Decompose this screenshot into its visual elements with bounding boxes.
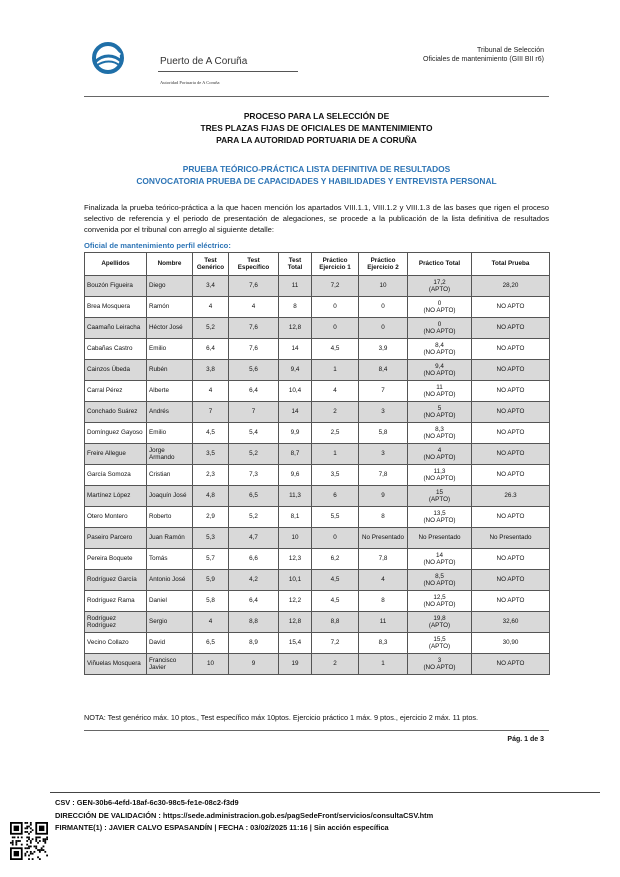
- table-cell: 8,9: [229, 633, 279, 654]
- table-row: [85, 402, 550, 423]
- footer-rule: [84, 730, 549, 731]
- table-cell: 7,3: [229, 465, 279, 486]
- table-cell: Martínez López: [85, 486, 147, 507]
- table-cell: 1: [359, 654, 408, 675]
- table-cell: Caamaño Leiracha: [85, 318, 147, 339]
- table-cell: 7,8: [359, 549, 408, 570]
- table-cell: 4,7: [229, 528, 279, 549]
- table-cell: 4,8: [193, 486, 229, 507]
- table-cell: 6,4: [229, 381, 279, 402]
- csv-code: CSV : GEN-30b6-4efd-18af-6c30-98c5-fe1e-08c2-f3d9: [55, 798, 239, 807]
- table-row: [85, 654, 550, 675]
- table-cell: 5,2: [229, 507, 279, 528]
- table-cell: 9,6: [279, 465, 312, 486]
- table-cell: 5,7: [193, 549, 229, 570]
- table-cell: 4,2: [229, 570, 279, 591]
- table-cell: Roberto: [147, 507, 193, 528]
- table-row: [85, 465, 550, 486]
- column-header: Apellidos: [85, 253, 147, 276]
- table-cell: 10,4: [279, 381, 312, 402]
- table-cell: 9,4 (NO APTO): [408, 360, 472, 381]
- table-cell: 8,1: [279, 507, 312, 528]
- table-cell: 8,8: [312, 612, 359, 633]
- table-cell: 4: [312, 381, 359, 402]
- table-cell: Rubén: [147, 360, 193, 381]
- table-cell: 12,8: [279, 612, 312, 633]
- table-cell: Joaquín José: [147, 486, 193, 507]
- title-line-3: PARA LA AUTORIDAD PORTUARIA DE A CORUÑA: [216, 135, 417, 145]
- table-cell: Brea Mosquera: [85, 297, 147, 318]
- table-cell: 4: [193, 381, 229, 402]
- table-cell: 4,5: [312, 339, 359, 360]
- table-cell: Freire Allegue: [85, 444, 147, 465]
- table-row: [85, 444, 550, 465]
- table-cell: 12,3: [279, 549, 312, 570]
- intro-paragraph: Finalizada la prueba teórico-práctica a la que hacen mención los apartados VIII.1.1, VIII.1.2 y VIII.1.3 de las bases que rigen el proceso selectivo de referencia y el periodo de presentación de alegaciones, se procede a la publicación de la lista definitiva de resultados convenida por el tribunal con arreglo al siguiente detalle:: [84, 203, 549, 234]
- table-cell: No Presentado: [472, 528, 550, 549]
- table-cell: Daniel: [147, 591, 193, 612]
- table-row: [85, 423, 550, 444]
- table-cell: 3,8: [193, 360, 229, 381]
- table-cell: 12,8: [279, 318, 312, 339]
- table-cell: 0: [359, 297, 408, 318]
- table-cell: Conchado Suárez: [85, 402, 147, 423]
- org-name: Puerto de A Coruña: [160, 56, 248, 67]
- table-cell: 8,5 (NO APTO): [408, 570, 472, 591]
- table-cell: 15 (APTO): [408, 486, 472, 507]
- signer-line: FIRMANTE(1) : JAVIER CALVO ESPASANDÍN | FECHA : 03/02/2025 11:16 | Sin acción específica: [55, 823, 389, 832]
- tribunal-line-2: Oficiales de mantenimiento (GIII BII r6): [423, 56, 544, 63]
- table-cell: 10,1: [279, 570, 312, 591]
- table-cell: Otero Montero: [85, 507, 147, 528]
- table-body: [85, 276, 550, 675]
- csv-block: [55, 797, 433, 835]
- table-row: [85, 339, 550, 360]
- table-cell: 3 (NO APTO): [408, 654, 472, 675]
- table-cell: Cainzos Úbeda: [85, 360, 147, 381]
- table-cell: NO APTO: [472, 318, 550, 339]
- table-cell: 0: [312, 528, 359, 549]
- table-cell: 30,90: [472, 633, 550, 654]
- table-cell: No Presentado: [408, 528, 472, 549]
- table-cell: 2,3: [193, 465, 229, 486]
- table-cell: 7,6: [229, 276, 279, 297]
- table-cell: Bouzón Figueira: [85, 276, 147, 297]
- results-table: [84, 252, 550, 675]
- table-cell: 19: [279, 654, 312, 675]
- table-cell: 5,2: [229, 444, 279, 465]
- table-cell: 3: [359, 402, 408, 423]
- table-cell: Vecino Collazo: [85, 633, 147, 654]
- table-cell: Jorge Armando: [147, 444, 193, 465]
- table-cell: 8,7: [279, 444, 312, 465]
- column-header: Práctico Total: [408, 253, 472, 276]
- table-row: [85, 507, 550, 528]
- table-cell: Andrés: [147, 402, 193, 423]
- table-cell: Viñuelas Mosquera: [85, 654, 147, 675]
- table-cell: 5 (NO APTO): [408, 402, 472, 423]
- table-cell: 6,2: [312, 549, 359, 570]
- table-cell: Diego: [147, 276, 193, 297]
- table-cell: Antonio José: [147, 570, 193, 591]
- table-cell: Carral Pérez: [85, 381, 147, 402]
- table-cell: 2: [312, 402, 359, 423]
- table-cell: 28,20: [472, 276, 550, 297]
- table-cell: 7,6: [229, 318, 279, 339]
- subtitle-line-2: CONVOCATORIA PRUEBA DE CAPACIDADES Y HABILIDADES Y ENTREVISTA PERSONAL: [136, 176, 497, 186]
- table-cell: 5,9: [193, 570, 229, 591]
- table-cell: 1: [312, 360, 359, 381]
- table-cell: NO APTO: [472, 654, 550, 675]
- table-cell: 6: [312, 486, 359, 507]
- table-cell: 32,60: [472, 612, 550, 633]
- table-cell: 4: [359, 570, 408, 591]
- header-rule: [84, 96, 549, 97]
- table-cell: NO APTO: [472, 570, 550, 591]
- qr-code-icon: [10, 822, 48, 860]
- table-cell: 11: [359, 612, 408, 633]
- table-cell: 5,8: [193, 591, 229, 612]
- table-cell: 2,9: [193, 507, 229, 528]
- table-cell: 3: [359, 444, 408, 465]
- table-cell: 8,4: [359, 360, 408, 381]
- table-row: [85, 486, 550, 507]
- table-cell: 9,4: [279, 360, 312, 381]
- table-cell: 0: [312, 318, 359, 339]
- tribunal-line-1: Tribunal de Selección: [476, 47, 544, 54]
- table-cell: 7: [229, 402, 279, 423]
- table-cell: NO APTO: [472, 402, 550, 423]
- scoring-note: NOTA: Test genérico máx. 10 ptos., Test específico máx 10ptos. Ejercicio práctico 1 máx. 9 ptos., ejercicio 2 máx. 11 ptos.: [84, 713, 479, 722]
- title-line-1: PROCESO PARA LA SELECCIÓN DE: [243, 111, 390, 121]
- table-cell: 14: [279, 402, 312, 423]
- table-cell: NO APTO: [472, 381, 550, 402]
- table-cell: NO APTO: [472, 444, 550, 465]
- table-cell: García Somoza: [85, 465, 147, 486]
- table-cell: 10: [359, 276, 408, 297]
- table-cell: 6,5: [193, 633, 229, 654]
- table-cell: 1: [312, 444, 359, 465]
- table-cell: 7,2: [312, 633, 359, 654]
- table-row: [85, 633, 550, 654]
- table-cell: 8,8: [229, 612, 279, 633]
- table-cell: NO APTO: [472, 591, 550, 612]
- table-cell: 15,4: [279, 633, 312, 654]
- column-header: Práctico Ejercicio 1: [312, 253, 359, 276]
- table-cell: 8,4 (NO APTO): [408, 339, 472, 360]
- table-cell: 4,5: [312, 591, 359, 612]
- table-row: [85, 528, 550, 549]
- table-cell: 19,8 (APTO): [408, 612, 472, 633]
- table-cell: 7,6: [229, 339, 279, 360]
- table-row: [85, 570, 550, 591]
- table-cell: 12,5 (NO APTO): [408, 591, 472, 612]
- table-cell: Emilio: [147, 339, 193, 360]
- table-cell: 26.3: [472, 486, 550, 507]
- table-cell: 3,9: [359, 339, 408, 360]
- table-cell: NO APTO: [472, 297, 550, 318]
- table-cell: Juan Ramón: [147, 528, 193, 549]
- table-cell: 15,5 (APTO): [408, 633, 472, 654]
- table-cell: Emilio: [147, 423, 193, 444]
- table-cell: Tomás: [147, 549, 193, 570]
- column-header: Nombre: [147, 253, 193, 276]
- table-cell: Domínguez Gayoso: [85, 423, 147, 444]
- table-cell: 9,9: [279, 423, 312, 444]
- table-cell: NO APTO: [472, 423, 550, 444]
- table-cell: Ramón: [147, 297, 193, 318]
- table-cell: David: [147, 633, 193, 654]
- table-row: [85, 549, 550, 570]
- table-row: [85, 297, 550, 318]
- table-cell: 11 (NO APTO): [408, 381, 472, 402]
- table-cell: 11,3: [279, 486, 312, 507]
- table-cell: 11,3 (NO APTO): [408, 465, 472, 486]
- table-cell: No Presentado: [359, 528, 408, 549]
- table-cell: 9: [359, 486, 408, 507]
- table-cell: 14: [279, 339, 312, 360]
- table-cell: Paseiro Parcero: [85, 528, 147, 549]
- table-cell: 8,3: [359, 633, 408, 654]
- table-cell: 6,6: [229, 549, 279, 570]
- table-cell: 10: [279, 528, 312, 549]
- table-cell: Rodríguez Rodríguez: [85, 612, 147, 633]
- table-cell: NO APTO: [472, 339, 550, 360]
- table-cell: 0 (NO APTO): [408, 318, 472, 339]
- table-cell: Francisco Javier: [147, 654, 193, 675]
- table-cell: 5,6: [229, 360, 279, 381]
- table-cell: Héctor José: [147, 318, 193, 339]
- table-cell: 11: [279, 276, 312, 297]
- section-title: Oficial de mantenimiento perfil eléctrico:: [84, 241, 231, 250]
- table-cell: 14 (NO APTO): [408, 549, 472, 570]
- table-cell: 4,5: [193, 423, 229, 444]
- port-logo-icon: [90, 42, 152, 82]
- table-cell: 6,5: [229, 486, 279, 507]
- table-cell: 5,4: [229, 423, 279, 444]
- column-header: Práctico Ejercicio 2: [359, 253, 408, 276]
- table-cell: 4: [229, 297, 279, 318]
- table-cell: 8,3 (NO APTO): [408, 423, 472, 444]
- table-cell: 7: [193, 402, 229, 423]
- table-cell: Cabañas Castro: [85, 339, 147, 360]
- table-cell: 8: [359, 507, 408, 528]
- table-row: [85, 276, 550, 297]
- subtitle-line-1: PRUEBA TEÓRICO-PRÁCTICA LISTA DEFINITIVA DE RESULTADOS: [182, 164, 451, 174]
- table-cell: 5,5: [312, 507, 359, 528]
- table-cell: 7,8: [359, 465, 408, 486]
- tribunal-header: [423, 46, 544, 64]
- table-cell: 13,5 (NO APTO): [408, 507, 472, 528]
- document-subtitle: [84, 163, 549, 187]
- table-header-row: [85, 253, 550, 276]
- table-cell: 6,4: [193, 339, 229, 360]
- table-cell: 4: [193, 297, 229, 318]
- page-number: Pág. 1 de 3: [507, 736, 544, 743]
- table-cell: 0: [312, 297, 359, 318]
- table-cell: Rodríguez García: [85, 570, 147, 591]
- table-cell: NO APTO: [472, 360, 550, 381]
- table-cell: 5,2: [193, 318, 229, 339]
- table-cell: NO APTO: [472, 465, 550, 486]
- table-cell: 17,2 (APTO): [408, 276, 472, 297]
- table-cell: Cristian: [147, 465, 193, 486]
- table-cell: 4: [193, 612, 229, 633]
- table-cell: 7,2: [312, 276, 359, 297]
- column-header: Test Total: [279, 253, 312, 276]
- org-subname: Autoridad Portuaria de A Coruña: [160, 80, 220, 85]
- table-row: [85, 381, 550, 402]
- table-cell: 0 (NO APTO): [408, 297, 472, 318]
- column-header: Test Genérico: [193, 253, 229, 276]
- table-cell: 0: [359, 318, 408, 339]
- column-header: Total Prueba: [472, 253, 550, 276]
- table-cell: 6,4: [229, 591, 279, 612]
- table-cell: Alberte: [147, 381, 193, 402]
- table-row: [85, 591, 550, 612]
- table-cell: 5,8: [359, 423, 408, 444]
- table-cell: Rodríguez Rama: [85, 591, 147, 612]
- table-cell: NO APTO: [472, 549, 550, 570]
- table-row: [85, 612, 550, 633]
- table-row: [85, 360, 550, 381]
- table-cell: 4 (NO APTO): [408, 444, 472, 465]
- table-cell: Pereira Boquete: [85, 549, 147, 570]
- validation-url[interactable]: DIRECCIÓN DE VALIDACIÓN : https://sede.administracion.gob.es/pagSedeFront/servicios/consultaCSV.htm: [55, 810, 434, 820]
- table-cell: 9: [229, 654, 279, 675]
- title-line-2: TRES PLAZAS FIJAS DE OFICIALES DE MANTENIMIENTO: [200, 123, 433, 133]
- table-cell: 2: [312, 654, 359, 675]
- table-row: [85, 318, 550, 339]
- table-cell: 2,5: [312, 423, 359, 444]
- table-cell: 10: [193, 654, 229, 675]
- port-logo: [90, 42, 300, 92]
- table-cell: 8: [279, 297, 312, 318]
- table-cell: 4,5: [312, 570, 359, 591]
- table-cell: 7: [359, 381, 408, 402]
- logo-divider: [158, 71, 298, 72]
- table-cell: 8: [359, 591, 408, 612]
- table-cell: 3,5: [193, 444, 229, 465]
- table-cell: 3,5: [312, 465, 359, 486]
- table-cell: NO APTO: [472, 507, 550, 528]
- table-cell: Sergio: [147, 612, 193, 633]
- table-cell: 3,4: [193, 276, 229, 297]
- table-cell: 12,2: [279, 591, 312, 612]
- csv-rule: [50, 792, 600, 793]
- column-header: Test Específico: [229, 253, 279, 276]
- document-title: [84, 110, 549, 146]
- table-cell: 5,3: [193, 528, 229, 549]
